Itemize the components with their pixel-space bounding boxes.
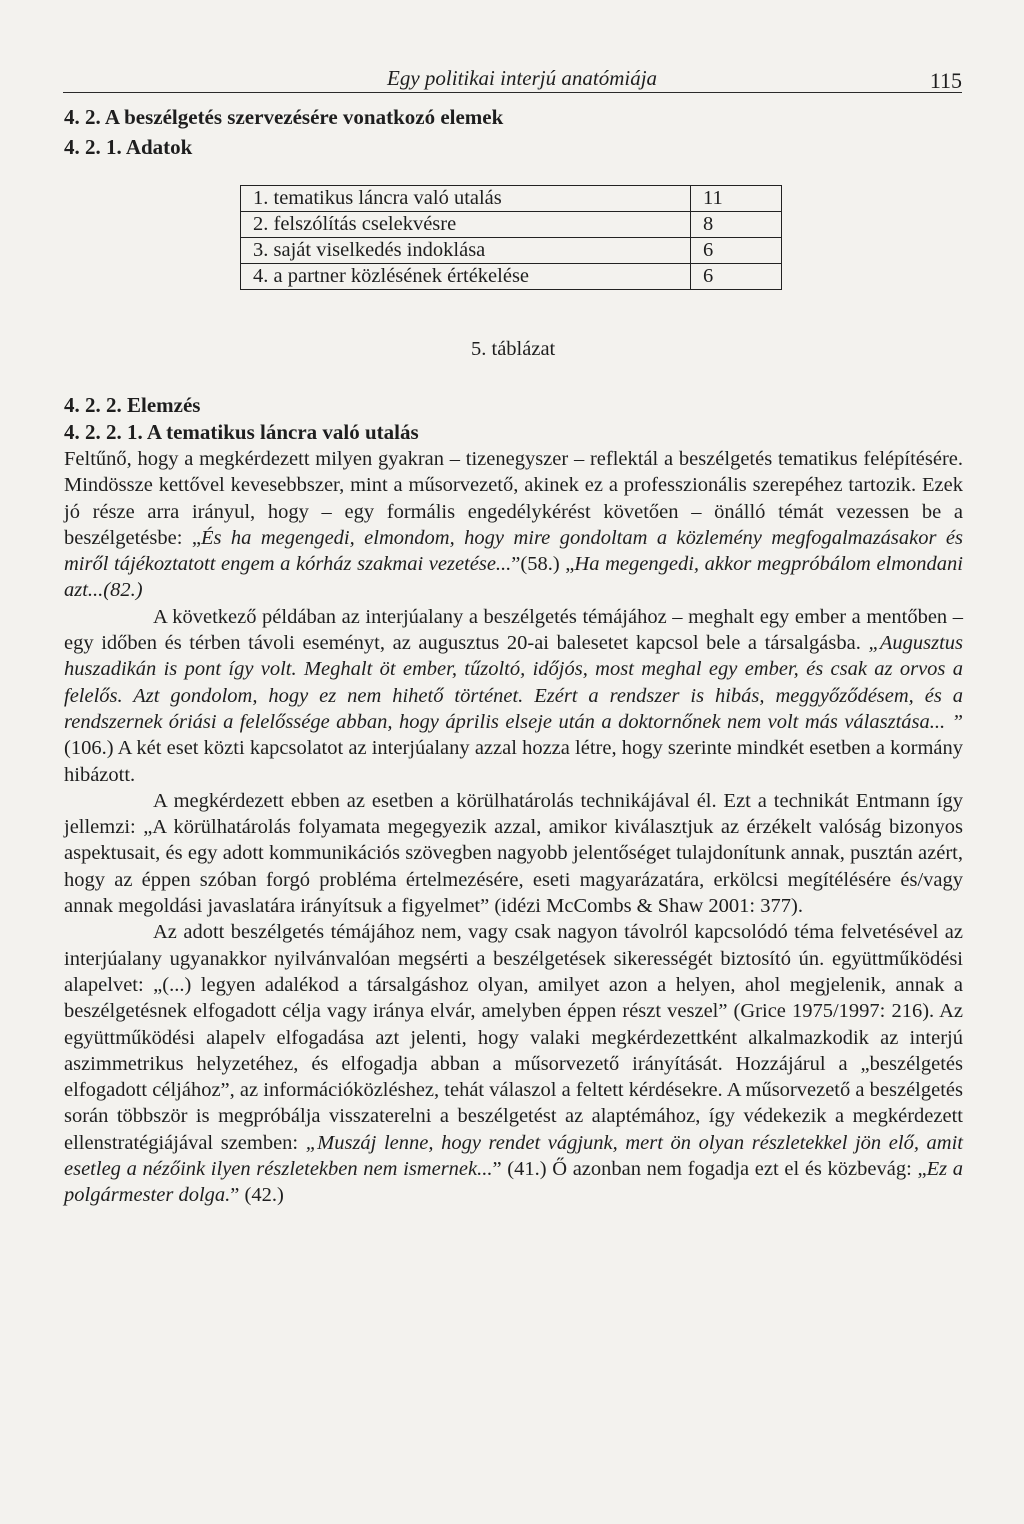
paragraph: A megkérdezett ebben az esetben a körülhatárolás technikájával él. Ezt a technikát Entmann így jellemzi: „A körülhatárolás folyamata megegyezik azzal, amikor kiválasztjuk az érzékelt valóság bizonyos aspektusait, és egy adott kommunikációs szövegben nagyobb jelentőséget tulajdonítunk annak, pusztán azért, hogy az éppen szóban forgó probléma értelmezésére, eseti magyarázatára, erkölcsi megítélésére és/vagy annak megoldási javaslatára irányítsuk a figyelmet” (idézi McCombs & Shaw 2001: 377). — [64, 789, 963, 918]
table-row — [241, 238, 782, 264]
row-label: 2. felszólítás cselekvésre — [241, 212, 691, 238]
row-label: 1. tematikus láncra való utalás — [241, 186, 691, 212]
paragraph: Az adott beszélgetés témájához nem, vagy csak nagyon távolról kapcsolódó téma felvetésével az interjúalany ugyanakkor nyilvánvalóan megsérti a beszélgetések sikerességét biztosító ún. együttműködési alapelvet: „(...) legyen adalékod a társalgáshoz olyan, amilyet azon a helyen, ahol megjelenik, annak a beszélgetésnek elfogadott célja vagy iránya elvár, amelyben éppen részt veszel” (Grice 1975/1997: 216). Az együttműködési alapelv elfogadása azt jelenti, hogy valaki megkérdezettként alkalmazkodik az interjú aszimmetrikus helyzetéhez, és elfogadja abban a műsorvezető irányítását. Hozzájárul a „beszélgetés elfogadott céljához”, az információközléshez, tehát válaszol a feltett kérdésekre. A műsorvezető a beszélgetés során többször is megpróbálja visszaterelni a beszélgetést az alaptémához, így védekezik a megkérdezett ellenstratégiájával szemben: „Muszáj lenne, hogy rendet vágjunk, mert ön olyan részletekkel jön elő, amit esetleg a nézőink ilyen részletekben nem ismernek...” (41.) Ő azonban nem fogadja ezt el és közbevág: „Ez a polgármester dolga.” (42.) — [64, 921, 964, 1207]
row-value: 11 — [691, 186, 782, 212]
row-value: 6 — [691, 264, 782, 290]
running-title: Egy politikai interjú anatómiája — [387, 66, 658, 90]
table-caption: 5. táblázat — [471, 338, 556, 360]
page-number: 115 — [929, 68, 962, 93]
row-value: 8 — [691, 212, 782, 238]
subsubsection-heading: 4. 2. 2. 1. A tematikus láncra való utalás — [64, 420, 419, 444]
row-value: 6 — [691, 238, 782, 264]
data-table — [240, 185, 782, 290]
section-heading: 4. 2. A beszélgetés szervezésére vonatkozó elemek — [64, 105, 504, 129]
table-row — [241, 186, 782, 212]
body-text — [64, 446, 963, 1209]
paragraph: A következő példában az interjúalany a beszélgetés témájához – meghalt egy ember a mentőben – egy időben és térben távoli eseményt, az augusztus 20-ai balesetet kapcsol bele a társalgásba. „Augusztus huszadikán is pont így volt. Meghalt öt ember, tűzoltó, időjós, most meghal egy ember, és csak az orvos a felelős. Azt gondolom, hogy ez nem hihető történet. Ezért a rendszer is hibás, meggyőződésem, és a rendszernek óriási a felelőssége abban, hogy április elseje után a doktornőnek nem volt más választása... ” (106.) A két eset közti kapcsolatot az interjúalany azzal hozza létre, hogy szerinte mindkét esetben a kormány hibázott. — [64, 605, 963, 786]
table-row — [241, 212, 782, 238]
row-label: 3. saját viselkedés indoklása — [241, 238, 691, 264]
subsection-heading-analysis: 4. 2. 2. Elemzés — [64, 393, 201, 417]
subsection-heading-data: 4. 2. 1. Adatok — [64, 135, 193, 159]
paragraph: Feltűnő, hogy a megkérdezett milyen gyakran – tizenegyszer – reflektál a beszélgetés tematikus felépítésére. Mindössze kettővel kevesebbszer, mint a műsorvezető, akinek ez a professzionális szerepéhez tartozik. Ezek jó része arra irányul, hogy – egy formális engedélykérést követően – önálló témát vezessen be a beszélgetésbe: „És ha megengedi, elmondom, hogy mire gondoltam a közlemény megfogalmazásakor és miről tájékoztatott engem a kórház szakmai vezetése...”(58.) „Ha megengedi, akkor megpróbálom elmondani azt...(82.) — [64, 448, 963, 602]
running-header — [63, 64, 962, 93]
row-label: 4. a partner közlésének értékelése — [241, 264, 691, 290]
table-row — [241, 264, 782, 290]
